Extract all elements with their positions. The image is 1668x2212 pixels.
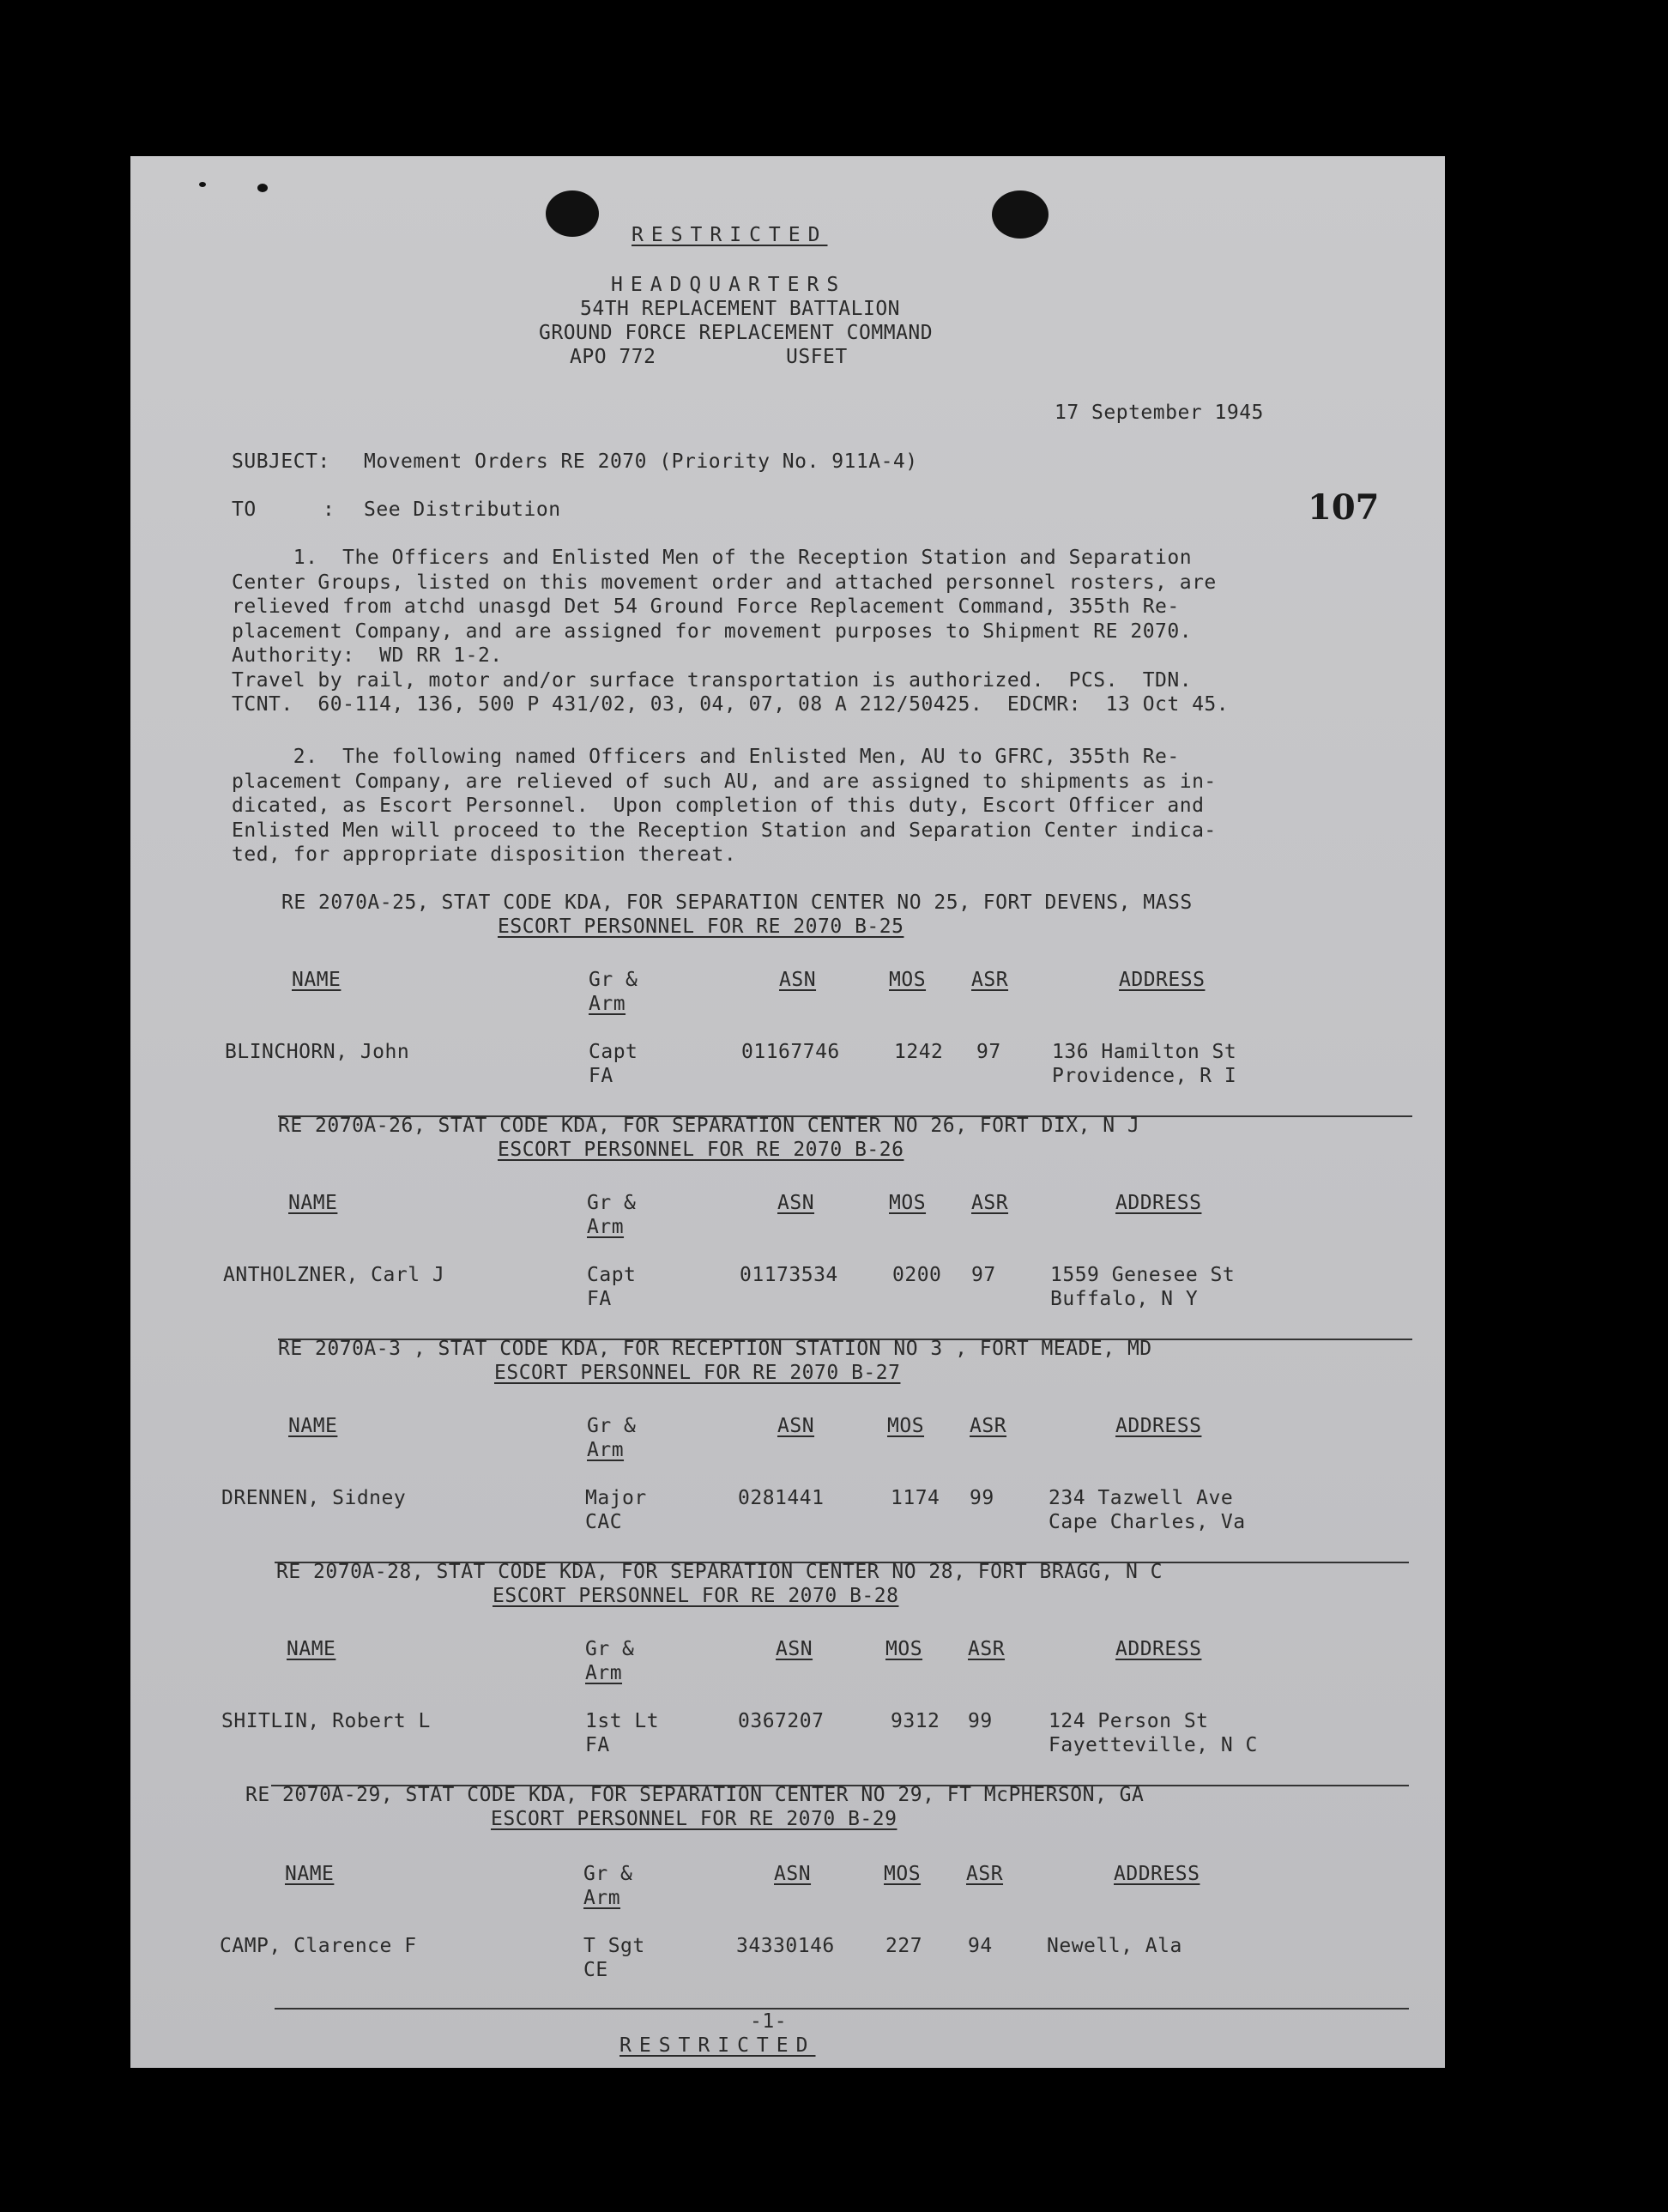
- org-battalion: 54TH REPLACEMENT BATTALION: [580, 298, 901, 320]
- paragraph-1-line: TCNT. 60-114, 136, 500 P 431/02, 03, 04, 07, 08 A 212/50425. EDCMR: 13 Oct 45.: [232, 693, 1230, 716]
- paragraph-1-line: Travel by rail, motor and/or surface transportation is authorized. PCS. TDN.: [232, 668, 1193, 692]
- escort-title: ESCORT PERSONNEL FOR RE 2070 B-28: [493, 1585, 899, 1607]
- person-mos: 1174: [891, 1487, 940, 1509]
- footer-divider: [275, 2008, 1409, 2010]
- ink-blot-left: [546, 190, 599, 237]
- person-address-line2: Providence, R I: [1052, 1065, 1237, 1087]
- column-grade: Gr &: [589, 969, 638, 991]
- person-address-line1: 136 Hamilton St: [1052, 1041, 1237, 1063]
- person-name: ANTHOLZNER, Carl J: [223, 1264, 445, 1286]
- column-arm: Arm: [587, 1216, 625, 1238]
- column-address: ADDRESS: [1115, 1638, 1202, 1660]
- column-grade: Gr &: [583, 1863, 633, 1885]
- apo-number: APO 772: [570, 346, 656, 368]
- page-stamp-number: 107: [1308, 487, 1380, 528]
- section-heading: RE 2070A-25, STAT CODE KDA, FOR SEPARATION CENTER NO 25, FORT DEVENS, MASS: [281, 891, 1193, 914]
- column-asr: ASR: [971, 1192, 1009, 1214]
- paragraph-1-line: placement Company, and are assigned for movement purposes to Shipment RE 2070.: [232, 619, 1193, 643]
- person-asn: 01167746: [741, 1041, 840, 1063]
- person-mos: 227: [885, 1935, 923, 1957]
- column-asn: ASN: [777, 1192, 815, 1214]
- escort-title: ESCORT PERSONNEL FOR RE 2070 B-26: [498, 1139, 904, 1161]
- section-heading: RE 2070A-3 , STAT CODE KDA, FOR RECEPTION STATION NO 3 , FORT MEADE, MD: [278, 1338, 1152, 1360]
- column-grade: Gr &: [587, 1192, 637, 1214]
- person-grade: Capt: [587, 1264, 637, 1286]
- org-headquarters: HEADQUARTERS: [611, 274, 847, 296]
- page-marker: -1-: [750, 2010, 788, 2033]
- escort-title: ESCORT PERSONNEL FOR RE 2070 B-27: [494, 1362, 901, 1384]
- subject-label: SUBJECT:: [232, 450, 330, 473]
- column-asr: ASR: [968, 1638, 1006, 1660]
- paragraph-2-line: dicated, as Escort Personnel. Upon completion of this duty, Escort Officer and: [232, 795, 1205, 817]
- person-arm: FA: [585, 1734, 610, 1756]
- paragraph-2-line: ted, for appropriate disposition thereat.: [232, 843, 737, 866]
- column-asr: ASR: [971, 969, 1009, 991]
- person-address-line1: 1559 Genesee St: [1050, 1264, 1236, 1286]
- order-date: 17 September 1945: [1055, 402, 1264, 424]
- person-address-line1: 234 Tazwell Ave: [1049, 1487, 1234, 1509]
- classification-bottom: RESTRICTED: [619, 2034, 816, 2057]
- section-heading: RE 2070A-29, STAT CODE KDA, FOR SEPARATION CENTER NO 29, FT McPHERSON, GA: [245, 1784, 1145, 1806]
- person-asn: 0281441: [738, 1487, 825, 1509]
- column-asr: ASR: [970, 1415, 1007, 1437]
- ink-speck-2: [257, 184, 268, 192]
- person-mos: 0200: [892, 1264, 942, 1286]
- person-grade: 1st Lt: [585, 1710, 660, 1732]
- person-asn: 0367207: [738, 1710, 825, 1732]
- column-mos: MOS: [889, 969, 927, 991]
- person-asr: 99: [968, 1710, 993, 1732]
- person-grade: T Sgt: [583, 1935, 645, 1957]
- paragraph-2: [232, 745, 1217, 867]
- column-grade: Gr &: [587, 1415, 637, 1437]
- paragraph-1: [232, 546, 1229, 717]
- person-address-line1: Newell, Ala: [1047, 1935, 1182, 1957]
- column-name: NAME: [288, 1192, 338, 1214]
- column-asn: ASN: [777, 1415, 815, 1437]
- person-asn: 01173534: [740, 1264, 838, 1286]
- escort-title: ESCORT PERSONNEL FOR RE 2070 B-25: [498, 916, 904, 938]
- to-colon: :: [323, 499, 335, 521]
- column-grade: Gr &: [585, 1638, 635, 1660]
- to-label: TO: [232, 499, 257, 521]
- person-name: SHITLIN, Robert L: [221, 1710, 431, 1732]
- person-mos: 9312: [891, 1710, 940, 1732]
- column-asr: ASR: [966, 1863, 1004, 1885]
- classification-top: RESTRICTED: [632, 224, 828, 246]
- org-command: GROUND FORCE REPLACEMENT COMMAND: [539, 322, 934, 344]
- person-name: BLINCHORN, John: [225, 1041, 410, 1063]
- person-address-line2: Fayetteville, N C: [1049, 1734, 1258, 1756]
- column-mos: MOS: [887, 1415, 925, 1437]
- person-arm: FA: [587, 1288, 612, 1310]
- person-asr: 94: [968, 1935, 993, 1957]
- column-asn: ASN: [774, 1863, 812, 1885]
- person-asr: 99: [970, 1487, 994, 1509]
- column-asn: ASN: [776, 1638, 813, 1660]
- column-arm: Arm: [585, 1662, 623, 1684]
- column-mos: MOS: [889, 1192, 927, 1214]
- person-mos: 1242: [894, 1041, 944, 1063]
- column-arm: Arm: [589, 993, 626, 1015]
- paragraph-2-line: 2. The following named Officers and Enlisted Men, AU to GFRC, 355th Re-: [232, 746, 1180, 768]
- escort-title: ESCORT PERSONNEL FOR RE 2070 B-29: [491, 1808, 897, 1830]
- paragraph-2-line: Enlisted Men will proceed to the Reception Station and Separation Center indica-: [232, 819, 1217, 842]
- paragraph-1-line: Center Groups, listed on this movement order and attached personnel rosters, are: [232, 571, 1217, 594]
- ink-speck-1: [199, 182, 206, 187]
- section-heading: RE 2070A-28, STAT CODE KDA, FOR SEPARATION CENTER NO 28, FORT BRAGG, N C: [276, 1561, 1163, 1583]
- column-name: NAME: [292, 969, 341, 991]
- column-mos: MOS: [885, 1638, 923, 1660]
- column-address: ADDRESS: [1115, 1192, 1202, 1214]
- person-arm: FA: [589, 1065, 613, 1087]
- person-name: CAMP, Clarence F: [220, 1935, 417, 1957]
- person-grade: Capt: [589, 1041, 638, 1063]
- column-name: NAME: [288, 1415, 338, 1437]
- person-asn: 34330146: [736, 1935, 835, 1957]
- subject-text: Movement Orders RE 2070 (Priority No. 911A-4): [364, 450, 918, 473]
- person-arm: CAC: [585, 1511, 623, 1533]
- column-arm: Arm: [583, 1887, 621, 1909]
- column-name: NAME: [285, 1863, 335, 1885]
- person-asr: 97: [976, 1041, 1001, 1063]
- person-address-line2: Cape Charles, Va: [1049, 1511, 1246, 1533]
- column-mos: MOS: [884, 1863, 922, 1885]
- paragraph-1-line: 1. The Officers and Enlisted Men of the Reception Station and Separation: [232, 547, 1193, 569]
- column-name: NAME: [287, 1638, 336, 1660]
- ink-blot-right: [992, 190, 1049, 239]
- person-grade: Major: [585, 1487, 647, 1509]
- column-address: ADDRESS: [1119, 969, 1206, 991]
- paragraph-1-line: relieved from atchd unasgd Det 54 Ground Force Replacement Command, 355th Re-: [232, 595, 1180, 618]
- column-address: ADDRESS: [1115, 1415, 1202, 1437]
- person-name: DRENNEN, Sidney: [221, 1487, 407, 1509]
- column-arm: Arm: [587, 1439, 625, 1461]
- to-text: See Distribution: [364, 499, 561, 521]
- section-heading: RE 2070A-26, STAT CODE KDA, FOR SEPARATION CENTER NO 26, FORT DIX, N J: [278, 1115, 1140, 1137]
- paragraph-1-line: Authority: WD RR 1-2.: [232, 644, 503, 667]
- person-address-line1: 124 Person St: [1049, 1710, 1209, 1732]
- person-address-line2: Buffalo, N Y: [1050, 1288, 1199, 1310]
- command-name: USFET: [786, 346, 848, 368]
- person-arm: CE: [583, 1959, 608, 1981]
- person-asr: 97: [971, 1264, 996, 1286]
- column-address: ADDRESS: [1114, 1863, 1200, 1885]
- document-page: [130, 156, 1445, 2068]
- paragraph-2-line: placement Company, are relieved of such AU, and are assigned to shipments as in-: [232, 770, 1217, 793]
- column-asn: ASN: [779, 969, 817, 991]
